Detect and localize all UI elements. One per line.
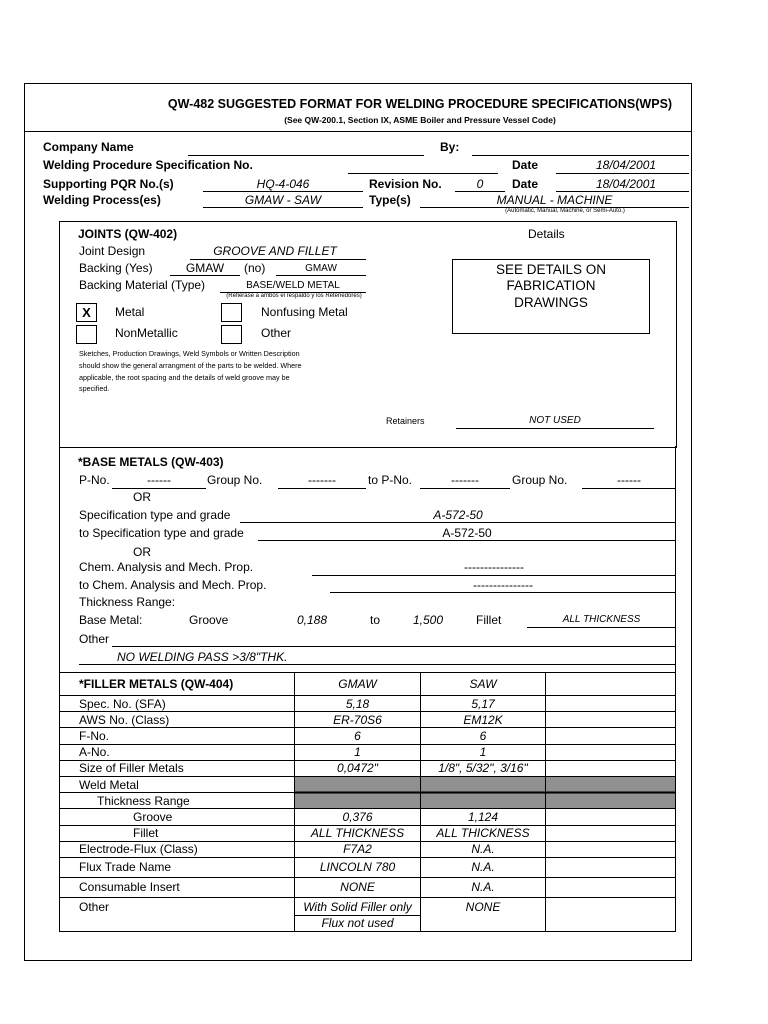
other-gmaw-line-2: Flux not used	[295, 915, 420, 931]
to-chem-analysis-label: to Chem. Analysis and Mech. Prop.	[79, 578, 267, 592]
other-gmaw-line-1: With Solid Filler only	[303, 899, 412, 914]
or-label-1: OR	[133, 490, 151, 504]
cell-gmaw[interactable]: 0,0472"	[295, 760, 421, 776]
date-field-2[interactable]	[556, 191, 689, 192]
filler-col-empty[interactable]	[546, 673, 676, 696]
wps-no-field[interactable]	[348, 173, 498, 174]
thickness-hatch-saw	[421, 793, 546, 809]
group-no-2-field[interactable]	[582, 488, 676, 489]
pqr-no-field[interactable]	[203, 191, 363, 192]
cell-empty[interactable]	[546, 728, 676, 744]
nonmetallic-label: NonMetallic	[115, 326, 178, 340]
cell-empty[interactable]	[546, 897, 676, 931]
cell-empty[interactable]	[546, 857, 676, 877]
backing-no-field[interactable]	[276, 275, 366, 276]
cell-gmaw[interactable]: 5,18	[295, 696, 421, 712]
table-row	[60, 696, 676, 712]
metal-label: Metal	[115, 305, 145, 319]
table-row	[60, 760, 676, 776]
cell-empty[interactable]	[546, 809, 676, 825]
form-title: QW-482 SUGGESTED FORMAT FOR WELDING PROCEDURE SPECIFICATIONS(WPS)	[167, 97, 673, 111]
table-row	[60, 712, 676, 728]
retainers-value: NOT USED	[529, 415, 581, 426]
group-no-2-label: Group No.	[512, 473, 568, 487]
filler-col-saw: SAW	[421, 673, 546, 696]
company-name-field[interactable]	[188, 155, 424, 156]
cell-empty[interactable]	[546, 760, 676, 776]
base-metals-heading: *BASE METALS (QW-403)	[78, 455, 224, 469]
cell-gmaw[interactable]: 1	[295, 744, 421, 760]
joints-heading: JOINTS (QW-402)	[78, 227, 178, 241]
welding-process-label: Welding Process(es)	[43, 193, 161, 207]
cell-saw[interactable]: ALL THICKNESS	[421, 825, 546, 841]
groove-label: Groove	[189, 613, 229, 627]
cell-saw[interactable]: 1	[421, 744, 546, 760]
filler-metals-table	[59, 672, 676, 932]
date-label-1: Date	[512, 158, 539, 172]
cell-gmaw[interactable]: LINCOLN 780	[295, 857, 421, 877]
cell-saw[interactable]: EM12K	[421, 712, 546, 728]
cell-empty[interactable]	[546, 825, 676, 841]
cell-gmaw[interactable]: F7A2	[295, 841, 421, 857]
cell-saw[interactable]: 1/8", 5/32", 3/16"	[421, 760, 546, 776]
to-p-no-label: to P-No.	[368, 473, 413, 487]
spec-grade-field[interactable]	[240, 522, 676, 523]
table-row	[60, 793, 676, 809]
base-metal-label: Base Metal:	[79, 613, 143, 627]
to-spec-grade-label: to Specification type and grade	[79, 526, 244, 540]
row-label: Fillet	[60, 825, 295, 841]
pqr-no-label: Supporting PQR No.(s)	[43, 177, 174, 191]
filler-metals-heading: *FILLER METALS (QW-404)	[60, 673, 295, 696]
sketch-note-line-2: should show the general arrangment of the parts to be welded. Where	[79, 361, 302, 370]
chem-analysis-label: Chem. Analysis and Mech. Prop.	[79, 560, 254, 574]
thickness-range-label: Thickness Range:	[79, 595, 176, 609]
table-row	[60, 744, 676, 760]
company-name-label: Company Name	[43, 140, 134, 154]
to-p-no-value: -------	[451, 473, 479, 487]
joint-design-field[interactable]	[190, 259, 366, 260]
group-no-value: -------	[308, 473, 336, 487]
sketch-note-line-3: applicable, the root spacing and the details of weld groove may be	[79, 373, 290, 382]
metal-checkbox[interactable]: X	[76, 303, 97, 322]
details-label: Details	[528, 227, 565, 241]
to-p-no-field[interactable]	[420, 488, 510, 489]
filler-col-gmaw: GMAW	[295, 673, 421, 696]
table-row	[60, 809, 676, 825]
table-row	[60, 728, 676, 744]
row-label: Thickness Range	[60, 793, 295, 809]
joint-design-label: Joint Design	[79, 244, 146, 258]
group-no-field[interactable]	[278, 488, 366, 489]
to-chem-analysis-value: ---------------	[473, 578, 533, 592]
cell-gmaw[interactable]	[295, 897, 421, 931]
retainers-label: Retainers	[386, 416, 425, 426]
row-label: AWS No. (Class)	[60, 712, 295, 728]
fillet-field[interactable]	[527, 627, 676, 628]
sketch-note-line-1: Sketches, Production Drawings, Weld Symbols or Written Description	[79, 349, 300, 358]
weld-metal-hatch-gmaw	[295, 776, 421, 792]
base-other-field-2[interactable]	[79, 664, 676, 665]
table-row	[60, 841, 676, 857]
backing-note: (Refierase a ambos el respaldo y los Retenedores)	[226, 293, 362, 299]
backing-yes-value: GMAW	[185, 261, 225, 275]
types-value: MANUAL - MACHINE	[496, 193, 613, 207]
chem-analysis-field[interactable]	[312, 575, 676, 576]
cell-gmaw[interactable]: NONE	[295, 877, 421, 897]
base-metals-left-border	[59, 446, 60, 672]
row-label: Groove	[60, 809, 295, 825]
cell-empty[interactable]	[546, 696, 676, 712]
nonfusing-metal-checkbox[interactable]	[221, 303, 242, 322]
backing-no-label: (no)	[244, 261, 266, 275]
base-other-value: NO WELDING PASS >3/8"THK.	[117, 650, 288, 664]
table-row	[60, 825, 676, 841]
table-row	[60, 877, 676, 897]
by-label: By:	[440, 140, 460, 154]
cell-gmaw[interactable]: ALL THICKNESS	[295, 825, 421, 841]
types-note: (Automatic, Manual, Machine, or Semi-Auto.)	[505, 208, 625, 214]
row-label: Flux Trade Name	[60, 857, 295, 877]
cell-saw[interactable]: 6	[421, 728, 546, 744]
cell-gmaw[interactable]: ER-70S6	[295, 712, 421, 728]
row-label: Electrode-Flux (Class)	[60, 841, 295, 857]
cell-empty[interactable]	[546, 877, 676, 897]
groove-to-value: 1,500	[413, 613, 444, 627]
row-label: Weld Metal	[60, 776, 295, 792]
details-box-line-1: SEE DETAILS ON	[495, 262, 607, 277]
row-label: Size of Filler Metals	[60, 760, 295, 776]
revision-no-label: Revision No.	[369, 177, 442, 191]
cell-gmaw[interactable]: 0,376	[295, 809, 421, 825]
table-row	[60, 673, 676, 696]
header-divider	[24, 131, 692, 132]
row-label: A-No.	[60, 744, 295, 760]
base-other-field[interactable]	[112, 646, 676, 647]
weld-metal-hatch-empty	[546, 776, 676, 792]
p-no-value: ------	[147, 473, 171, 487]
backing-yes-label: Backing (Yes)	[79, 261, 153, 275]
sketch-note-line-4: specified.	[79, 384, 110, 393]
cell-empty[interactable]	[546, 744, 676, 760]
nonfusing-metal-label: Nonfusing Metal	[261, 305, 348, 319]
revision-no-value: 0	[476, 177, 484, 191]
to-label: to	[370, 613, 381, 627]
base-other-label: Other	[79, 632, 110, 646]
backing-yes-field[interactable]	[170, 275, 240, 276]
to-spec-grade-value: A-572-50	[442, 526, 492, 540]
spec-grade-value: A-572-50	[433, 508, 483, 522]
revision-no-field[interactable]	[455, 191, 505, 192]
other-checkbox[interactable]	[221, 325, 242, 344]
spec-grade-label: Specification type and grade	[79, 508, 231, 522]
cell-saw[interactable]: 1,124	[421, 809, 546, 825]
cell-saw[interactable]: N.A.	[421, 841, 546, 857]
to-chem-analysis-field[interactable]	[330, 592, 676, 593]
cell-saw[interactable]: N.A.	[421, 857, 546, 877]
details-box-line-2: FABRICATION	[506, 278, 596, 293]
row-label: F-No.	[60, 728, 295, 744]
fillet-value: ALL THICKNESS	[562, 614, 641, 625]
table-row	[60, 857, 676, 877]
welding-process-field[interactable]	[203, 207, 363, 208]
row-label: Spec. No. (SFA)	[60, 696, 295, 712]
to-spec-grade-field[interactable]	[258, 540, 676, 541]
or-label-2: OR	[133, 545, 151, 559]
details-box-line-3: DRAWINGS	[514, 295, 588, 310]
cell-saw[interactable]: N.A.	[421, 877, 546, 897]
table-row	[60, 776, 676, 792]
group-no-label: Group No.	[207, 473, 263, 487]
fillet-label: Fillet	[476, 613, 502, 627]
pqr-no-value: HQ-4-046	[256, 177, 310, 191]
cell-gmaw[interactable]: 6	[295, 728, 421, 744]
types-label: Type(s)	[369, 193, 411, 207]
other-label: Other	[261, 326, 292, 340]
wps-no-label: Welding Procedure Specification No.	[43, 158, 253, 172]
row-label: Consumable Insert	[60, 877, 295, 897]
date-value-1: 18/04/2001	[596, 158, 657, 172]
date-field-1[interactable]	[556, 173, 689, 174]
retainers-field[interactable]	[456, 428, 654, 429]
weld-metal-hatch-saw	[421, 776, 546, 792]
form-subtitle: (See QW-200.1, Section IX, ASME Boiler and Pressure Vessel Code)	[284, 115, 556, 125]
backing-material-label: Backing Material (Type)	[79, 278, 206, 292]
welding-process-value: GMAW - SAW	[244, 193, 322, 207]
row-label: Other	[60, 897, 295, 931]
joint-design-value: GROOVE AND FILLET	[213, 244, 337, 258]
thickness-hatch-gmaw	[295, 793, 421, 809]
table-row	[60, 897, 676, 931]
cell-empty[interactable]	[546, 712, 676, 728]
thickness-hatch-empty	[546, 793, 676, 809]
p-no-field[interactable]	[112, 488, 206, 489]
cell-saw[interactable]: NONE	[421, 897, 546, 931]
cell-empty[interactable]	[546, 841, 676, 857]
group-no-2-value: ------	[617, 473, 641, 487]
backing-material-value: BASE/WELD METAL	[246, 280, 340, 291]
cell-saw[interactable]: 5,17	[421, 696, 546, 712]
nonmetallic-checkbox[interactable]	[76, 325, 97, 344]
by-field[interactable]	[472, 155, 689, 156]
date-value-2: 18/04/2001	[596, 177, 657, 191]
backing-no-value: GMAW	[305, 263, 337, 274]
p-no-label: P-No.	[79, 473, 110, 487]
groove-from-value: 0,188	[297, 613, 328, 627]
date-label-2: Date	[512, 177, 539, 191]
chem-analysis-value: ---------------	[464, 560, 524, 574]
